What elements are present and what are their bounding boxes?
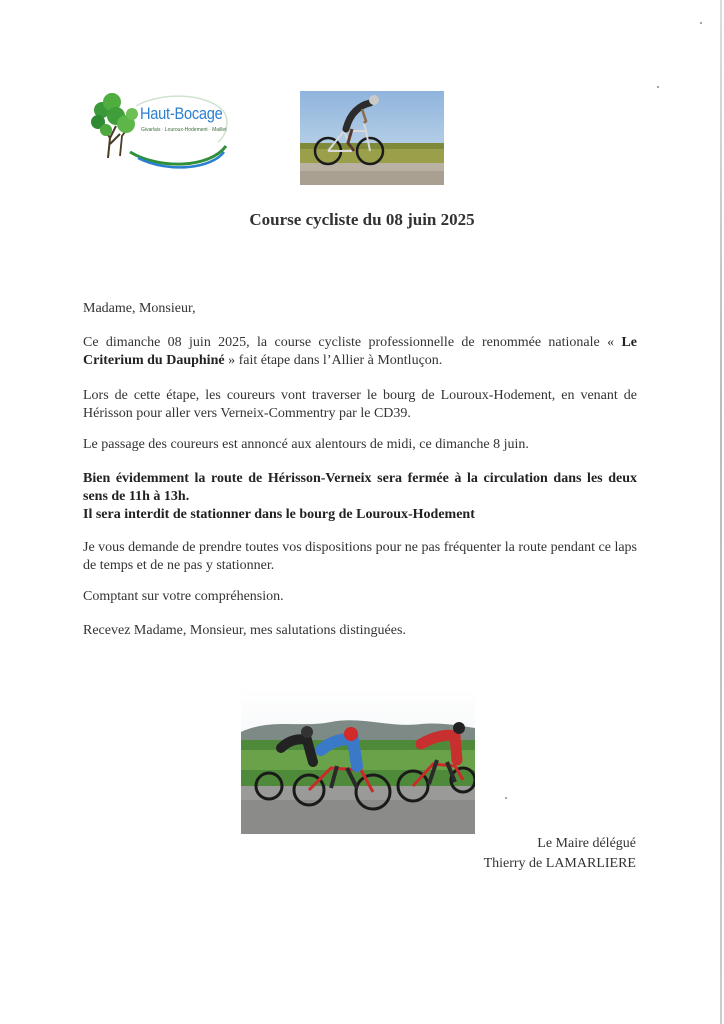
peloton-photo bbox=[241, 688, 475, 834]
greeting: Madame, Monsieur, bbox=[83, 301, 196, 316]
logo-title: Haut-Bocage bbox=[140, 104, 223, 123]
signature-name: Thierry de LAMARLIERE bbox=[483, 856, 636, 871]
paragraph-timing: Le passage des coureurs est annoncé aux alentours de midi, ce dimanche 8 juin. bbox=[83, 437, 529, 452]
signature-block bbox=[484, 834, 636, 874]
notice-road-closure: Bien évidemment la route de Hérisson-Verneix sera fermée à la circulation dans les deux sens de 11h à 13h. bbox=[83, 471, 637, 504]
para1-text-before: Ce dimanche 08 juin 2025, la course cycliste professionnelle de renommée nationale « bbox=[83, 335, 622, 350]
para1-text-after: » fait étape dans l’Allier à Montluçon. bbox=[224, 353, 443, 368]
paragraph-route: Lors de cette étape, les coureurs vont traverser le bourg de Louroux-Hodement, en venant de Hérisson pour aller vers Verneix-Commentry par le CD39. bbox=[83, 388, 637, 421]
scan-speck bbox=[657, 86, 659, 88]
paragraph-request: Je vous demande de prendre toutes vos dispositions pour ne pas fréquenter la route pendant ce laps de temps et de ne pas y stationner. bbox=[83, 540, 637, 573]
cyclist-photo bbox=[300, 91, 444, 185]
paragraph-closing: Recevez Madame, Monsieur, mes salutations distinguées. bbox=[83, 623, 406, 638]
scan-edge bbox=[720, 0, 722, 1024]
haut-bocage-logo bbox=[90, 88, 230, 174]
signature-role: Le Maire délégué bbox=[537, 836, 636, 851]
page-title: Course cycliste du 08 juin 2025 bbox=[249, 210, 475, 229]
logo-subtitle: Givarlais · Louroux-Hodement · Maillet bbox=[141, 127, 227, 133]
notice-parking-ban: Il sera interdit de stationner dans le bourg de Louroux-Hodement bbox=[83, 507, 475, 522]
paragraph-understanding: Comptant sur votre compréhension. bbox=[83, 589, 284, 604]
race-name: Le Criterium du Dauphiné bbox=[83, 335, 637, 368]
paragraph-race-announcement bbox=[83, 334, 637, 370]
scan-speck bbox=[505, 797, 507, 799]
scan-speck bbox=[700, 22, 702, 24]
